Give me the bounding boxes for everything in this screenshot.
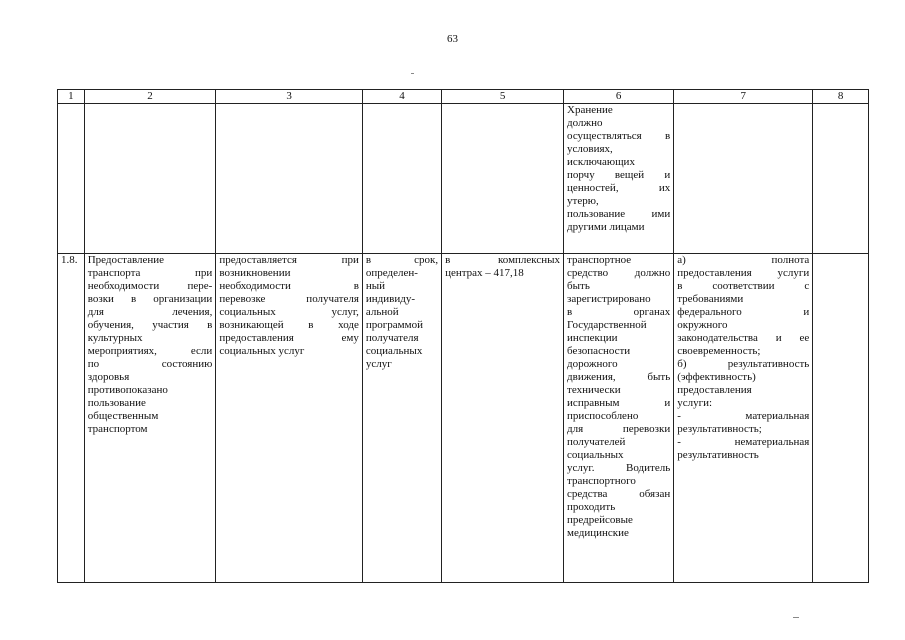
text-line: исправным и bbox=[567, 397, 671, 409]
text-line: общественным bbox=[87, 410, 159, 422]
text-line: зарегистрировано bbox=[567, 293, 651, 305]
text-line: порчу вещей и bbox=[567, 169, 671, 181]
text-line: - материальная bbox=[677, 410, 810, 422]
text-line: предоставляется при bbox=[219, 254, 359, 266]
text-line: центрах – 417,18 bbox=[445, 267, 524, 279]
text-line: мероприятиях, если bbox=[87, 345, 213, 357]
text-line: б) результативность bbox=[677, 358, 810, 370]
text-line: социальных услуг bbox=[219, 345, 305, 357]
text-line: возникновении bbox=[219, 267, 291, 279]
text-line: федерального и bbox=[677, 306, 810, 318]
page-number: 63 bbox=[447, 33, 458, 45]
text-line: Государственной bbox=[567, 319, 647, 331]
text-line: культурных bbox=[87, 332, 143, 344]
scan-speck bbox=[411, 73, 414, 74]
text-line: окружного bbox=[677, 319, 728, 331]
text-line: законодательства и ее bbox=[677, 332, 810, 344]
text-line: инспекции bbox=[567, 332, 618, 344]
service-name-cell bbox=[84, 254, 216, 583]
text-line: услуги: bbox=[677, 397, 713, 409]
text-line: предоставления ему bbox=[219, 332, 359, 344]
text-line: необходимости в bbox=[219, 280, 359, 292]
text-line: в органах bbox=[567, 306, 671, 318]
column-header: 2 bbox=[84, 90, 216, 104]
text-line: ценностей, их bbox=[567, 182, 671, 194]
text-line: услуг bbox=[365, 358, 392, 370]
text-line: социальных услуг, bbox=[219, 306, 359, 318]
text-line: для лечения, bbox=[87, 306, 213, 318]
text-line: обучения, участия в bbox=[87, 319, 213, 331]
text-line: в срок, bbox=[365, 254, 439, 266]
text-line: безопасности bbox=[567, 345, 631, 357]
text-line: транспортом bbox=[87, 423, 148, 435]
text-line: услуг. Водитель bbox=[567, 462, 671, 474]
text-line: требованиями bbox=[677, 293, 744, 305]
column-header: 1 bbox=[58, 90, 85, 104]
service-tariff-cell bbox=[442, 254, 564, 583]
service-term-cell bbox=[362, 254, 441, 583]
text-line: другими лицами bbox=[567, 221, 645, 233]
text-line: утерю, bbox=[567, 195, 599, 207]
text-line: быть bbox=[567, 280, 590, 292]
text-line: социальных bbox=[567, 449, 624, 461]
text-line: в соответствии с bbox=[677, 280, 810, 292]
text-line: приспособлено bbox=[567, 410, 639, 422]
text-line: по состоянию bbox=[87, 358, 213, 370]
text-line: определен- bbox=[365, 267, 418, 279]
text-line: медицинские bbox=[567, 527, 629, 539]
table-header-row bbox=[58, 90, 869, 104]
text-line: результативность; bbox=[677, 423, 762, 435]
text-line: социальных bbox=[365, 345, 423, 357]
text-line: пользование bbox=[87, 397, 146, 409]
text-line: для перевозки bbox=[567, 423, 671, 435]
text-line: своевременность; bbox=[677, 345, 761, 357]
text-line: технически bbox=[567, 384, 621, 396]
text-line: Предоставление bbox=[87, 254, 165, 266]
service-conditions-cell bbox=[216, 254, 363, 583]
text-line: индивиду- bbox=[365, 293, 416, 305]
row-number: 1.8. bbox=[58, 254, 85, 583]
text-line: (эффективность) bbox=[677, 371, 756, 383]
column-header: 6 bbox=[564, 90, 674, 104]
text-line: исключающих bbox=[567, 156, 635, 168]
text-line: результативность bbox=[677, 449, 759, 461]
storage-requirements-cell bbox=[564, 104, 674, 254]
text-line: альной bbox=[365, 306, 399, 318]
text-line: средство должно bbox=[567, 267, 671, 279]
scan-speck bbox=[793, 617, 799, 618]
text-line: программой bbox=[365, 319, 423, 331]
text-line: возникающей в ходе bbox=[219, 319, 359, 331]
text-line: предоставления услуги bbox=[677, 267, 810, 279]
text-line: предоставления bbox=[677, 384, 752, 396]
text-line: в комплексных bbox=[445, 254, 561, 266]
text-line: возки в организации bbox=[87, 293, 213, 305]
text-line: Хранение bbox=[567, 104, 613, 116]
table-row bbox=[58, 254, 869, 583]
table-row-continuation bbox=[58, 104, 869, 254]
text-line: проходить bbox=[567, 501, 616, 513]
text-line: предрейсовые bbox=[567, 514, 633, 526]
service-standard-cell bbox=[564, 254, 674, 583]
text-line: движения, быть bbox=[567, 371, 671, 383]
column-header: 8 bbox=[813, 90, 869, 104]
column-header: 3 bbox=[216, 90, 363, 104]
text-line: транспортного bbox=[567, 475, 636, 487]
text-line: необходимости пере- bbox=[87, 280, 213, 292]
text-line: перевозке получателя bbox=[219, 293, 359, 305]
text-line: противопоказано bbox=[87, 384, 168, 396]
column-header: 7 bbox=[674, 90, 813, 104]
text-line: здоровья bbox=[87, 371, 130, 383]
text-line: пользование ими bbox=[567, 208, 671, 220]
column-header: 5 bbox=[442, 90, 564, 104]
text-line: транспорта при bbox=[87, 267, 213, 279]
text-line: - нематериальная bbox=[677, 436, 810, 448]
text-line: средства обязан bbox=[567, 488, 671, 500]
text-line: осуществляться в bbox=[567, 130, 671, 142]
text-line: а) полнота bbox=[677, 254, 810, 266]
text-line: получателей bbox=[567, 436, 626, 448]
text-line: транспортное bbox=[567, 254, 632, 266]
text-line: условиях, bbox=[567, 143, 613, 155]
services-table bbox=[57, 89, 869, 583]
column-header: 4 bbox=[362, 90, 441, 104]
quality-indicators-cell bbox=[674, 254, 813, 583]
text-line: получателя bbox=[365, 332, 419, 344]
text-line: ный bbox=[365, 280, 386, 292]
text-line: дорожного bbox=[567, 358, 618, 370]
text-line: должно bbox=[567, 117, 603, 129]
notes-cell bbox=[813, 254, 869, 583]
